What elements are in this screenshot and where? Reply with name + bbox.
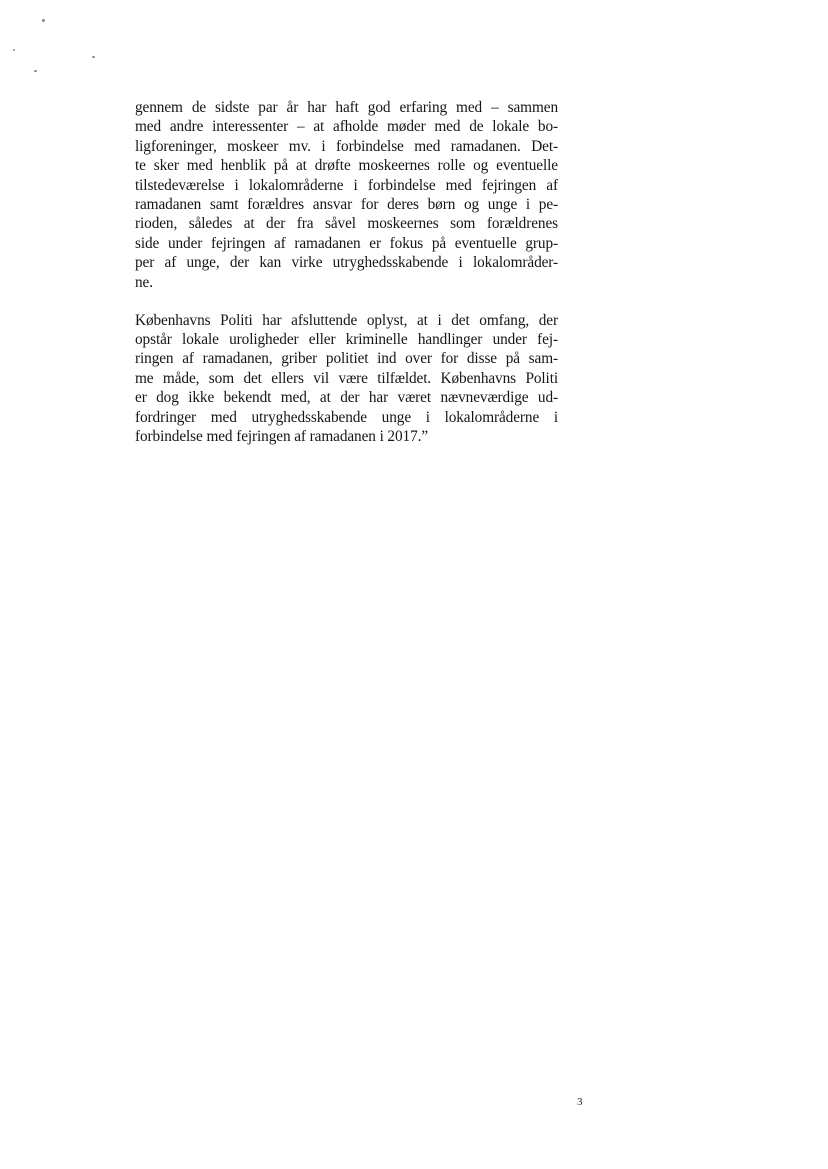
scan-speck <box>42 19 45 22</box>
text-line: ringen af ramadanen, griber politiet ind over for disse på sam- <box>135 350 558 368</box>
text-line: fordringer med utryghedsskabende unge i lokalområderne i <box>135 408 558 426</box>
text-line: ramadanen samt forældres ansvar for deres børn og unge i pe- <box>135 196 558 214</box>
text-line: te sker med henblik på at drøfte moskeernes rolle og eventuelle <box>135 157 558 175</box>
text-line: rioden, således at der fra såvel moskeernes som forældrenes <box>135 215 558 233</box>
page-number: 3 <box>577 1096 583 1108</box>
text-line: per af unge, der kan virke utryghedsskabende i lokalområder- <box>135 254 558 272</box>
text-line: gennem de sidste par år har haft god erfaring med – sammen <box>135 99 558 116</box>
text-line: opstår lokale uroligheder eller kriminelle handlinger under fej- <box>135 330 558 348</box>
text-line: side under fejringen af ramadanen er fokus på eventuelle grup- <box>135 234 558 252</box>
paragraph-1 <box>135 98 558 292</box>
text-line: Københavns Politi har afsluttende oplyst, at i det omfang, der <box>135 311 558 329</box>
text-line: ligforeninger, moskeer mv. i forbindelse med ramadanen. Det- <box>135 137 558 155</box>
scan-speck <box>13 49 15 51</box>
paragraph-2 <box>135 311 558 447</box>
text-line: er dog ikke bekendt med, at der har været nævneværdige ud- <box>135 389 558 407</box>
text-line: me måde, som det ellers vil være tilfældet. Københavns Politi <box>135 369 558 387</box>
text-line: ne. <box>135 273 153 291</box>
scan-speck <box>92 56 95 58</box>
text-line: tilstedeværelse i lokalområderne i forbindelse med fejringen af <box>135 176 558 194</box>
body-text <box>135 98 558 446</box>
scan-speck <box>34 70 37 72</box>
text-line: med andre interessenter – at afholde møder med de lokale bo- <box>135 118 558 136</box>
text-line: forbindelse med fejringen af ramadanen i 2017.” <box>135 428 429 445</box>
